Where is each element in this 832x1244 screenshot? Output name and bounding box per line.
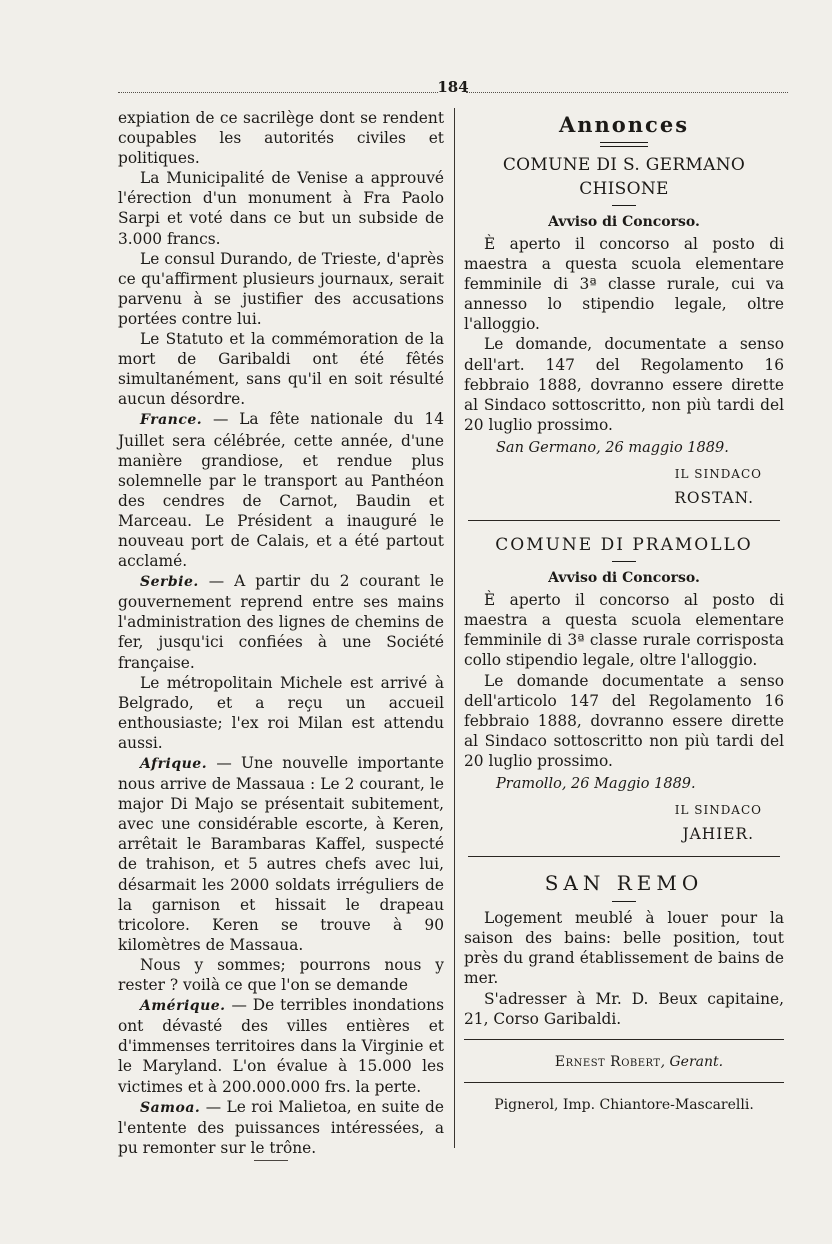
column-divider bbox=[454, 108, 455, 1148]
notice-paragraph: Logement meublé à louer pour la saison des bains: belle position, tout près du grand établissement de bains de mer. bbox=[464, 909, 784, 988]
sindaco-name: JAHIER. bbox=[682, 825, 754, 844]
country-heading: Serbie. bbox=[140, 574, 199, 591]
country-heading: France. bbox=[140, 412, 203, 429]
notice-paragraph: Le domande, documentate a senso dell'art. 147 del Regolamento 16 febbraio 1888, dovranno essere dirette al Sindaco sottoscritto, non più tardi del 20 luglio prossimo. bbox=[464, 335, 784, 434]
sindaco-name: ROSTAN. bbox=[674, 489, 754, 508]
small-dash bbox=[612, 205, 636, 206]
news-paragraph: La Municipalité de Venise a approuvé l'érection d'un monument à Fra Paolo Sarpi et voté dans ce but un subside de 3.000 francs. bbox=[118, 169, 444, 248]
notice-dateline: Pramollo, 26 Maggio 1889. bbox=[496, 775, 696, 792]
commune-title: COMUNE DI S. GERMANO CHISONE bbox=[502, 155, 746, 199]
notice-san-remo bbox=[464, 869, 784, 1029]
gerant-name: Ernest Robert bbox=[554, 1053, 661, 1070]
header-rule-left bbox=[118, 92, 438, 93]
section-rule bbox=[468, 856, 780, 857]
country-heading: Afrique. bbox=[140, 756, 208, 772]
small-dash bbox=[612, 901, 636, 902]
news-paragraph: expiation de ce sacrilège dont se rendent coupables les autorités civiles et politiques. bbox=[118, 109, 444, 168]
sindaco-label: IL SINDACO bbox=[674, 467, 762, 482]
gerant-role: , Gerant. bbox=[660, 1053, 724, 1070]
news-paragraph: Le métropolitain Michele est arrivé à Belgrado, et a reçu un accueil enthousiaste; l'ex roi Milan est attendu aussi. bbox=[118, 673, 444, 752]
page-number: 184 bbox=[437, 78, 469, 96]
avviso-heading: Avviso di Concorso. bbox=[548, 214, 700, 230]
notice-pramollo bbox=[464, 533, 784, 844]
avviso-heading: Avviso di Concorso. bbox=[548, 570, 700, 587]
news-text: — La fête nationale du 14 Juillet sera célébrée, cette année, d'une manière grandiose, et rendue plus solemnelle par le transport au Panthéon des cendres de Carnot, Baudin et Marceau. Le Président a inauguré le nouveau port de Calais, et a été partout acclamé. bbox=[118, 410, 444, 571]
bottom-mark bbox=[254, 1160, 288, 1161]
news-text: — Le roi Malietoa, en suite de l'entente des puissances intéressées, a pu remonter sur le trône. bbox=[118, 1097, 444, 1157]
news-paragraph: Le consul Durando, de Trieste, d'après ce qu'affirment plusieurs journaux, serait parvenu à se justifier des accusations portées contre lui. bbox=[118, 249, 444, 328]
header-rule-right bbox=[466, 92, 788, 93]
small-dash bbox=[612, 561, 636, 562]
commune-title: COMUNE DI PRAMOLLO bbox=[495, 535, 753, 556]
gerant-line bbox=[464, 1052, 784, 1072]
section-rule bbox=[468, 520, 780, 521]
news-paragraph-france bbox=[118, 409, 444, 571]
annonces-heading: Annonces bbox=[558, 112, 690, 137]
printer-line: Pignerol, Imp. Chiantore-Mascarelli. bbox=[494, 1096, 754, 1113]
notice-paragraph: S'adresser à Mr. D. Beux capitaine, 21, Corso Garibaldi. bbox=[464, 989, 784, 1028]
announcements-column bbox=[464, 112, 784, 1115]
san-remo-title: SAN REMO bbox=[544, 871, 704, 896]
sindaco-label: IL SINDACO bbox=[674, 803, 762, 818]
news-text: — Une nouvelle importante nous arrive de Massaua : Le 2 courant, le major Di Majo se présentait subitement, avec une considérable escorte, à Keren, arrêtait le Barambaras Kaffel, suspecté de trahison, et 5 autres chefs avec lui, désarmait les 2000 soldats irréguliers de la garnison et hissait le drapeau tricolore. Keren se trouve à 90 kilomètres de Massaua. bbox=[118, 754, 444, 954]
news-column bbox=[118, 108, 444, 1158]
country-heading: Amérique. bbox=[140, 998, 226, 1015]
notice-paragraph: È aperto il concorso al posto di maestra a questa scuola elementare femminile di 3ª classe rurale, cui va annesso lo stipendio legale, oltre l'alloggio. bbox=[464, 235, 784, 334]
news-paragraph-amerique bbox=[118, 995, 444, 1096]
notice-san-germano bbox=[464, 153, 784, 508]
news-text: — A partir du 2 courant le gouvernement reprend entre ses mains l'administration des lignes de chemins de fer, jusqu'ici confiées à une Société française. bbox=[118, 572, 444, 672]
news-text: — De terribles inondations ont dévasté des villes entières et d'immenses territoires dans la Virginie et le Maryland. L'on évalue à 15.000 les victimes et à 200.000.000 frs. la perte. bbox=[118, 996, 444, 1096]
footer-rule bbox=[464, 1039, 784, 1040]
news-paragraph: Nous y sommes; pourrons nous y rester ? voilà ce que l'on se demande bbox=[118, 955, 444, 995]
notice-paragraph: Le domande documentate a senso dell'articolo 147 del Regolamento 16 febbraio 1888, dovranno essere dirette al Sindaco sottoscritto non più tardi del 20 luglio prossimo. bbox=[464, 671, 784, 770]
country-heading: Samoa. bbox=[140, 1099, 201, 1116]
notice-paragraph: È aperto il concorso al posto di maestra a questa scuola elementare femminile di 3ª classe rurale corrisposta collo stipendio legale, oltre l'alloggio. bbox=[464, 591, 784, 670]
footer-rule bbox=[464, 1082, 784, 1083]
notice-dateline: San Germano, 26 maggio 1889. bbox=[496, 439, 729, 456]
news-paragraph-serbie bbox=[118, 571, 444, 672]
news-paragraph-samoa bbox=[118, 1097, 444, 1158]
news-paragraph-afrique bbox=[118, 753, 444, 955]
double-rule bbox=[600, 142, 648, 147]
news-paragraph: Le Statuto et la commémoration de la mort de Garibaldi ont été fêtés simultanément, sans qu'il en soit résulté aucun désordre. bbox=[118, 330, 444, 409]
